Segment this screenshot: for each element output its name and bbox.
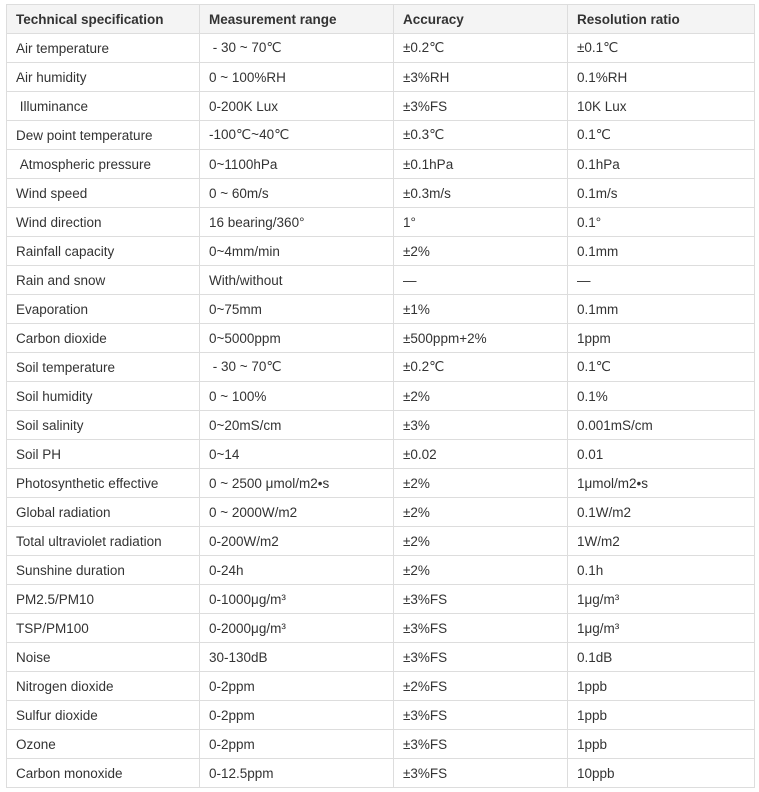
- spec-name-cell: TSP/PM100: [7, 614, 200, 643]
- resolution-ratio-cell: —: [568, 266, 755, 295]
- measurement-range-cell: - 30 ~ 70℃: [200, 34, 394, 63]
- spec-name-cell: Soil temperature: [7, 353, 200, 382]
- table-row: [7, 701, 755, 730]
- accuracy-cell: ±1%: [394, 295, 568, 324]
- accuracy-cell: ±3%FS: [394, 585, 568, 614]
- measurement-range-cell: -100℃~40℃: [200, 121, 394, 150]
- resolution-ratio-cell: 0.1mm: [568, 237, 755, 266]
- spec-name-cell: Carbon dioxide: [7, 324, 200, 353]
- measurement-range-cell: 0-2ppm: [200, 701, 394, 730]
- resolution-ratio-cell: 1ppm: [568, 324, 755, 353]
- accuracy-cell: ±2%FS: [394, 672, 568, 701]
- table-row: [7, 63, 755, 92]
- table-row: [7, 353, 755, 382]
- measurement-range-cell: With/without: [200, 266, 394, 295]
- measurement-range-cell: 0-2ppm: [200, 730, 394, 759]
- table-row: [7, 469, 755, 498]
- measurement-range-cell: 0 ~ 100%RH: [200, 63, 394, 92]
- measurement-range-cell: 0~75mm: [200, 295, 394, 324]
- resolution-ratio-cell: 10K Lux: [568, 92, 755, 121]
- spec-name-cell: Rain and snow: [7, 266, 200, 295]
- resolution-ratio-cell: 0.1℃: [568, 353, 755, 382]
- table-row: [7, 150, 755, 179]
- resolution-ratio-cell: 0.1dB: [568, 643, 755, 672]
- table-row: [7, 556, 755, 585]
- spec-name-cell: Global radiation: [7, 498, 200, 527]
- accuracy-cell: ±0.3m/s: [394, 179, 568, 208]
- accuracy-cell: ±3%FS: [394, 92, 568, 121]
- accuracy-cell: ±3%FS: [394, 730, 568, 759]
- spec-name-cell: Atmospheric pressure: [7, 150, 200, 179]
- table-row: [7, 585, 755, 614]
- measurement-range-cell: 0-200W/m2: [200, 527, 394, 556]
- measurement-range-cell: 0-2000μg/m³: [200, 614, 394, 643]
- accuracy-cell: ±2%: [394, 382, 568, 411]
- table-row: [7, 498, 755, 527]
- measurement-range-cell: 0-200K Lux: [200, 92, 394, 121]
- spec-name-cell: Total ultraviolet radiation: [7, 527, 200, 556]
- spec-name-cell: Illuminance: [7, 92, 200, 121]
- resolution-ratio-cell: ±0.1℃: [568, 34, 755, 63]
- spec-name-cell: Evaporation: [7, 295, 200, 324]
- spec-name-cell: Soil humidity: [7, 382, 200, 411]
- table-row: [7, 614, 755, 643]
- table-row: [7, 324, 755, 353]
- spec-name-cell: Sunshine duration: [7, 556, 200, 585]
- spec-name-cell: Air humidity: [7, 63, 200, 92]
- accuracy-cell: ±3%FS: [394, 701, 568, 730]
- table-row: [7, 411, 755, 440]
- measurement-range-cell: 0~5000ppm: [200, 324, 394, 353]
- table-row: [7, 121, 755, 150]
- table-row: [7, 92, 755, 121]
- table-row: [7, 643, 755, 672]
- measurement-range-cell: 0~4mm/min: [200, 237, 394, 266]
- accuracy-cell: ±3%FS: [394, 759, 568, 788]
- table-row: [7, 237, 755, 266]
- accuracy-cell: ±0.2℃: [394, 34, 568, 63]
- spec-name-cell: Photosynthetic effective: [7, 469, 200, 498]
- table-row: [7, 382, 755, 411]
- table-row: [7, 295, 755, 324]
- accuracy-cell: ±2%: [394, 556, 568, 585]
- accuracy-cell: ±2%: [394, 498, 568, 527]
- measurement-range-cell: 16 bearing/360°: [200, 208, 394, 237]
- spec-name-cell: Sulfur dioxide: [7, 701, 200, 730]
- table-row: [7, 266, 755, 295]
- measurement-range-cell: 0-2ppm: [200, 672, 394, 701]
- spec-name-cell: PM2.5/PM10: [7, 585, 200, 614]
- resolution-ratio-cell: 0.1m/s: [568, 179, 755, 208]
- accuracy-cell: ±0.02: [394, 440, 568, 469]
- resolution-ratio-cell: 0.1%RH: [568, 63, 755, 92]
- table-row: [7, 208, 755, 237]
- spec-name-cell: Wind direction: [7, 208, 200, 237]
- resolution-ratio-cell: 0.1mm: [568, 295, 755, 324]
- resolution-ratio-cell: 0.1h: [568, 556, 755, 585]
- spec-name-cell: Wind speed: [7, 179, 200, 208]
- table-row: [7, 527, 755, 556]
- resolution-ratio-cell: 0.1%: [568, 382, 755, 411]
- measurement-range-cell: 0 ~ 2500 μmol/m2•s: [200, 469, 394, 498]
- measurement-range-cell: 0-1000μg/m³: [200, 585, 394, 614]
- resolution-ratio-cell: 0.1W/m2: [568, 498, 755, 527]
- spec-table-header: [7, 5, 755, 34]
- spec-name-cell: Soil PH: [7, 440, 200, 469]
- resolution-ratio-cell: 0.1hPa: [568, 150, 755, 179]
- measurement-range-cell: 0~20mS/cm: [200, 411, 394, 440]
- resolution-ratio-cell: 0.1°: [568, 208, 755, 237]
- spec-name-cell: Carbon monoxide: [7, 759, 200, 788]
- spec-name-cell: Rainfall capacity: [7, 237, 200, 266]
- resolution-ratio-cell: 1μg/m³: [568, 585, 755, 614]
- measurement-range-cell: 0~1100hPa: [200, 150, 394, 179]
- resolution-ratio-cell: 1W/m2: [568, 527, 755, 556]
- measurement-range-cell: 0-24h: [200, 556, 394, 585]
- accuracy-cell: ±3%: [394, 411, 568, 440]
- accuracy-cell: ±0.3℃: [394, 121, 568, 150]
- resolution-ratio-cell: 0.001mS/cm: [568, 411, 755, 440]
- resolution-ratio-cell: 0.01: [568, 440, 755, 469]
- measurement-range-cell: 0-12.5ppm: [200, 759, 394, 788]
- accuracy-cell: ±2%: [394, 237, 568, 266]
- measurement-range-cell: 0 ~ 100%: [200, 382, 394, 411]
- resolution-ratio-cell: 10ppb: [568, 759, 755, 788]
- resolution-ratio-cell: 1μmol/m2•s: [568, 469, 755, 498]
- resolution-ratio-cell: 1ppb: [568, 701, 755, 730]
- header-row: [7, 5, 755, 34]
- accuracy-cell: ±3%FS: [394, 643, 568, 672]
- measurement-range-cell: 0 ~ 60m/s: [200, 179, 394, 208]
- resolution-ratio-cell: 1ppb: [568, 672, 755, 701]
- spec-name-cell: Air temperature: [7, 34, 200, 63]
- measurement-range-cell: 0~14: [200, 440, 394, 469]
- header-technical-specification: Technical specification: [7, 5, 200, 34]
- measurement-range-cell: 30-130dB: [200, 643, 394, 672]
- accuracy-cell: ±500ppm+2%: [394, 324, 568, 353]
- accuracy-cell: ±0.2℃: [394, 353, 568, 382]
- accuracy-cell: ±3%FS: [394, 614, 568, 643]
- spec-table-body: [7, 34, 755, 788]
- accuracy-cell: ±3%RH: [394, 63, 568, 92]
- header-resolution-ratio: Resolution ratio: [568, 5, 755, 34]
- measurement-range-cell: 0 ~ 2000W/m2: [200, 498, 394, 527]
- accuracy-cell: —: [394, 266, 568, 295]
- table-row: [7, 440, 755, 469]
- spec-name-cell: Dew point temperature: [7, 121, 200, 150]
- table-row: [7, 730, 755, 759]
- table-row: [7, 672, 755, 701]
- spec-table: [6, 4, 755, 788]
- resolution-ratio-cell: 1μg/m³: [568, 614, 755, 643]
- spec-name-cell: Nitrogen dioxide: [7, 672, 200, 701]
- spec-name-cell: Soil salinity: [7, 411, 200, 440]
- header-measurement-range: Measurement range: [200, 5, 394, 34]
- resolution-ratio-cell: 0.1℃: [568, 121, 755, 150]
- spec-name-cell: Noise: [7, 643, 200, 672]
- spec-name-cell: Ozone: [7, 730, 200, 759]
- table-row: [7, 759, 755, 788]
- accuracy-cell: 1°: [394, 208, 568, 237]
- accuracy-cell: ±0.1hPa: [394, 150, 568, 179]
- accuracy-cell: ±2%: [394, 469, 568, 498]
- table-row: [7, 179, 755, 208]
- measurement-range-cell: - 30 ~ 70℃: [200, 353, 394, 382]
- accuracy-cell: ±2%: [394, 527, 568, 556]
- table-row: [7, 34, 755, 63]
- header-accuracy: Accuracy: [394, 5, 568, 34]
- resolution-ratio-cell: 1ppb: [568, 730, 755, 759]
